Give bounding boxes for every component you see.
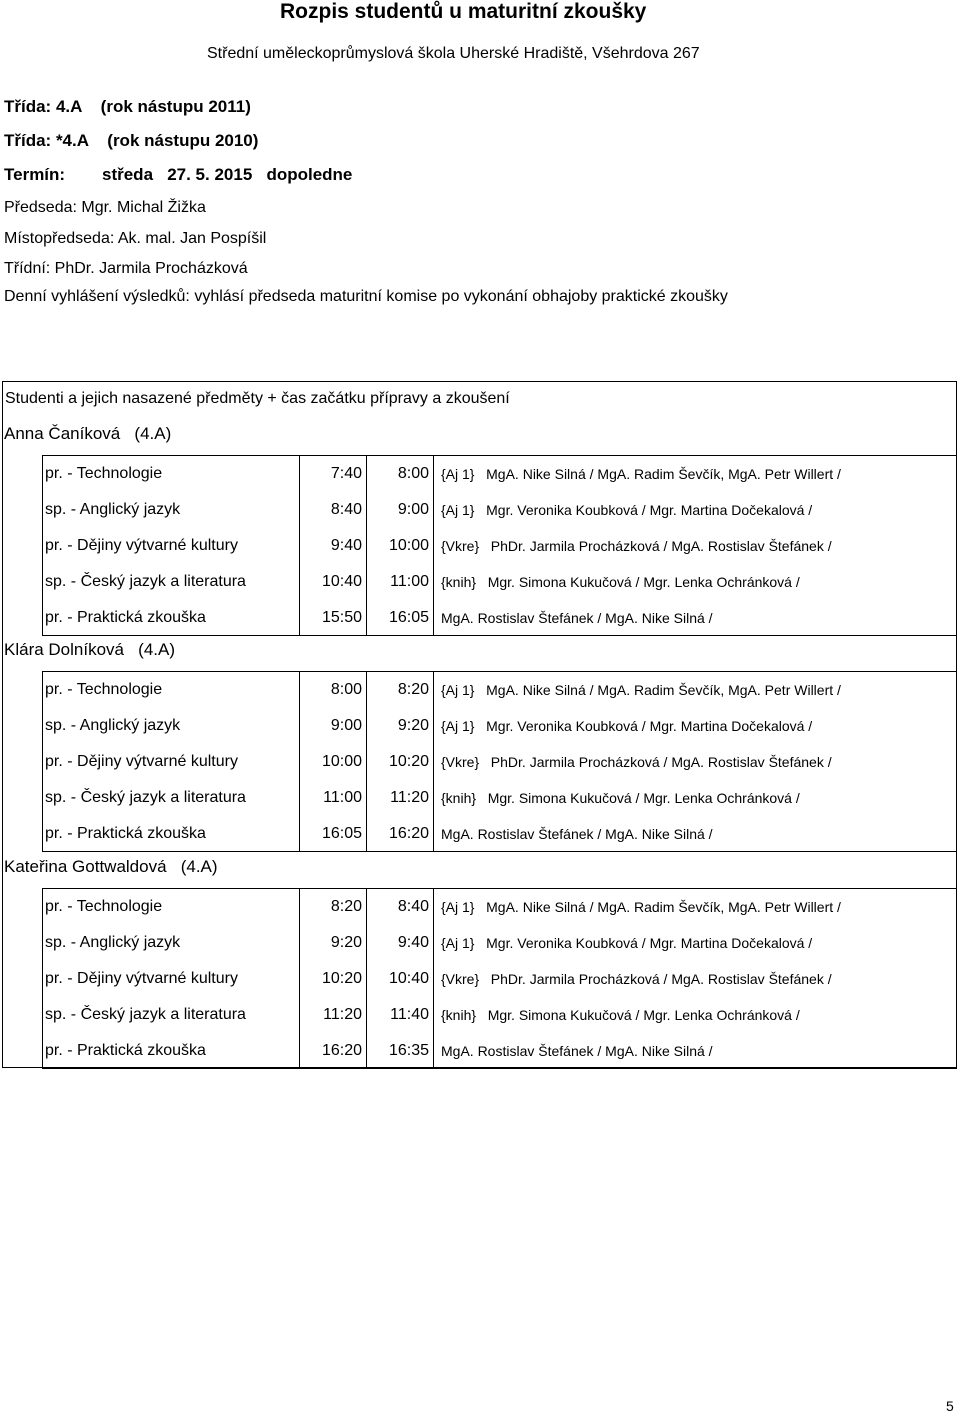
exam-details: {Vkre} PhDr. Jarmila Procházková / MgA. Rostislav Štefánek /: [441, 971, 832, 987]
exam-row: [43, 961, 957, 997]
exam-start-time: 9:00: [300, 708, 367, 744]
exam-end-time: 9:20: [367, 708, 434, 744]
exam-subject: pr. - Technologie: [43, 456, 300, 492]
exam-row: [43, 528, 957, 564]
exam-details: {Vkre} PhDr. Jarmila Procházková / MgA. Rostislav Štefánek /: [441, 754, 832, 770]
exam-start-time: 10:40: [300, 564, 367, 600]
exam-start-time: 8:40: [300, 492, 367, 528]
exam-row: [43, 492, 957, 528]
exam-row: [43, 744, 957, 780]
exam-table: [42, 888, 957, 1069]
chair-line: Předseda: Mgr. Michal Žižka: [4, 199, 206, 216]
term-label: Termín:: [4, 165, 66, 184]
exam-start-time: 10:20: [300, 961, 367, 997]
exam-details: {Aj 1} MgA. Nike Silná / MgA. Radim Ševčík, MgA. Petr Willert /: [441, 682, 841, 698]
exam-subject: pr. - Technologie: [43, 889, 300, 925]
exam-details: {Aj 1} Mgr. Veronika Koubková / Mgr. Martina Dočekalová /: [441, 935, 813, 951]
exam-end-time: 16:05: [367, 600, 434, 636]
schedule-table: [2, 381, 957, 1068]
exam-details: MgA. Rostislav Štefánek / MgA. Nike Silná /: [441, 1043, 713, 1059]
exam-row: [43, 564, 957, 600]
exam-end-time: 16:35: [367, 1033, 434, 1069]
exam-end-time: 10:20: [367, 744, 434, 780]
class-line-2: Třída: *4.A (rok nástupu 2010): [4, 131, 259, 150]
term-value: středa 27. 5. 2015 dopoledne: [102, 165, 353, 184]
student-name: Kateřina Gottwaldová (4.A): [4, 857, 218, 876]
exam-details: {Aj 1} MgA. Nike Silná / MgA. Radim Ševčík, MgA. Petr Willert /: [441, 466, 841, 482]
exam-subject: sp. - Český jazyk a literatura: [43, 564, 300, 600]
exam-subject: pr. - Dějiny výtvarné kultury: [43, 961, 300, 997]
exam-start-time: 16:20: [300, 1033, 367, 1069]
exam-start-time: 7:40: [300, 456, 367, 492]
student-name: Klára Dolníková (4.A): [4, 640, 176, 659]
schedule-title: Studenti a jejich nasazené předměty + čas začátku přípravy a zkoušení: [5, 390, 510, 407]
exam-start-time: 10:00: [300, 744, 367, 780]
exam-start-time: 16:05: [300, 816, 367, 852]
exam-details: {knih} Mgr. Simona Kukučová / Mgr. Lenka Ochránková /: [441, 1007, 800, 1023]
exam-end-time: 8:40: [367, 889, 434, 925]
exam-details: {Aj 1} Mgr. Veronika Koubková / Mgr. Martina Dočekalová /: [441, 502, 813, 518]
exam-end-time: 11:40: [367, 997, 434, 1033]
class-teacher-line: Třídní: PhDr. Jarmila Procházková: [4, 260, 248, 277]
exam-details: {Vkre} PhDr. Jarmila Procházková / MgA. Rostislav Štefánek /: [441, 538, 832, 554]
exam-row: [43, 780, 957, 816]
results-info: Denní vyhlášení výsledků: vyhlásí předseda maturitní komise po vykonání obhajoby praktické zkoušky: [4, 288, 728, 305]
exam-subject: sp. - Český jazyk a literatura: [43, 997, 300, 1033]
school-name: Střední uměleckoprůmyslová škola Uherské Hradiště, Všehrdova 267: [207, 45, 700, 62]
exam-subject: sp. - Anglický jazyk: [43, 925, 300, 961]
student-name: Anna Čaníková (4.A): [4, 424, 172, 443]
exam-end-time: 9:00: [367, 492, 434, 528]
exam-row: [43, 925, 957, 961]
exam-end-time: 10:00: [367, 528, 434, 564]
exam-end-time: 16:20: [367, 816, 434, 852]
exam-start-time: 15:50: [300, 600, 367, 636]
exam-subject: sp. - Anglický jazyk: [43, 708, 300, 744]
exam-row: [43, 816, 957, 852]
exam-end-time: 8:20: [367, 672, 434, 708]
exam-start-time: 11:20: [300, 997, 367, 1033]
vice-chair-line: Místopředseda: Ak. mal. Jan Pospíšil: [4, 230, 267, 247]
exam-subject: pr. - Dějiny výtvarné kultury: [43, 528, 300, 564]
exam-start-time: 11:00: [300, 780, 367, 816]
exam-start-time: 8:00: [300, 672, 367, 708]
exam-details: MgA. Rostislav Štefánek / MgA. Nike Silná /: [441, 826, 713, 842]
exam-subject: pr. - Technologie: [43, 672, 300, 708]
exam-row: [43, 672, 957, 708]
exam-table: [42, 671, 957, 852]
exam-row: [43, 456, 957, 492]
page-title: Rozpis studentů u maturitní zkoušky: [280, 0, 647, 23]
exam-subject: sp. - Český jazyk a literatura: [43, 780, 300, 816]
exam-row: [43, 708, 957, 744]
exam-row: [43, 997, 957, 1033]
exam-row: [43, 889, 957, 925]
exam-subject: sp. - Anglický jazyk: [43, 492, 300, 528]
exam-subject: pr. - Praktická zkouška: [43, 600, 300, 636]
exam-subject: pr. - Praktická zkouška: [43, 816, 300, 852]
exam-end-time: 10:40: [367, 961, 434, 997]
exam-row: [43, 600, 957, 636]
exam-details: {knih} Mgr. Simona Kukučová / Mgr. Lenka Ochránková /: [441, 574, 800, 590]
page-number: 5: [946, 1398, 954, 1414]
exam-details: {knih} Mgr. Simona Kukučová / Mgr. Lenka Ochránková /: [441, 790, 800, 806]
exam-end-time: 9:40: [367, 925, 434, 961]
exam-subject: pr. - Dějiny výtvarné kultury: [43, 744, 300, 780]
exam-start-time: 9:20: [300, 925, 367, 961]
exam-subject: pr. - Praktická zkouška: [43, 1033, 300, 1069]
exam-details: {Aj 1} Mgr. Veronika Koubková / Mgr. Martina Dočekalová /: [441, 718, 813, 734]
exam-row: [43, 1033, 957, 1069]
exam-table: [42, 455, 957, 636]
exam-end-time: 11:00: [367, 564, 434, 600]
exam-details: {Aj 1} MgA. Nike Silná / MgA. Radim Ševčík, MgA. Petr Willert /: [441, 899, 841, 915]
exam-end-time: 11:20: [367, 780, 434, 816]
exam-end-time: 8:00: [367, 456, 434, 492]
exam-start-time: 9:40: [300, 528, 367, 564]
exam-details: MgA. Rostislav Štefánek / MgA. Nike Silná /: [441, 610, 713, 626]
class-line-1: Třída: 4.A (rok nástupu 2011): [4, 97, 251, 116]
exam-start-time: 8:20: [300, 889, 367, 925]
